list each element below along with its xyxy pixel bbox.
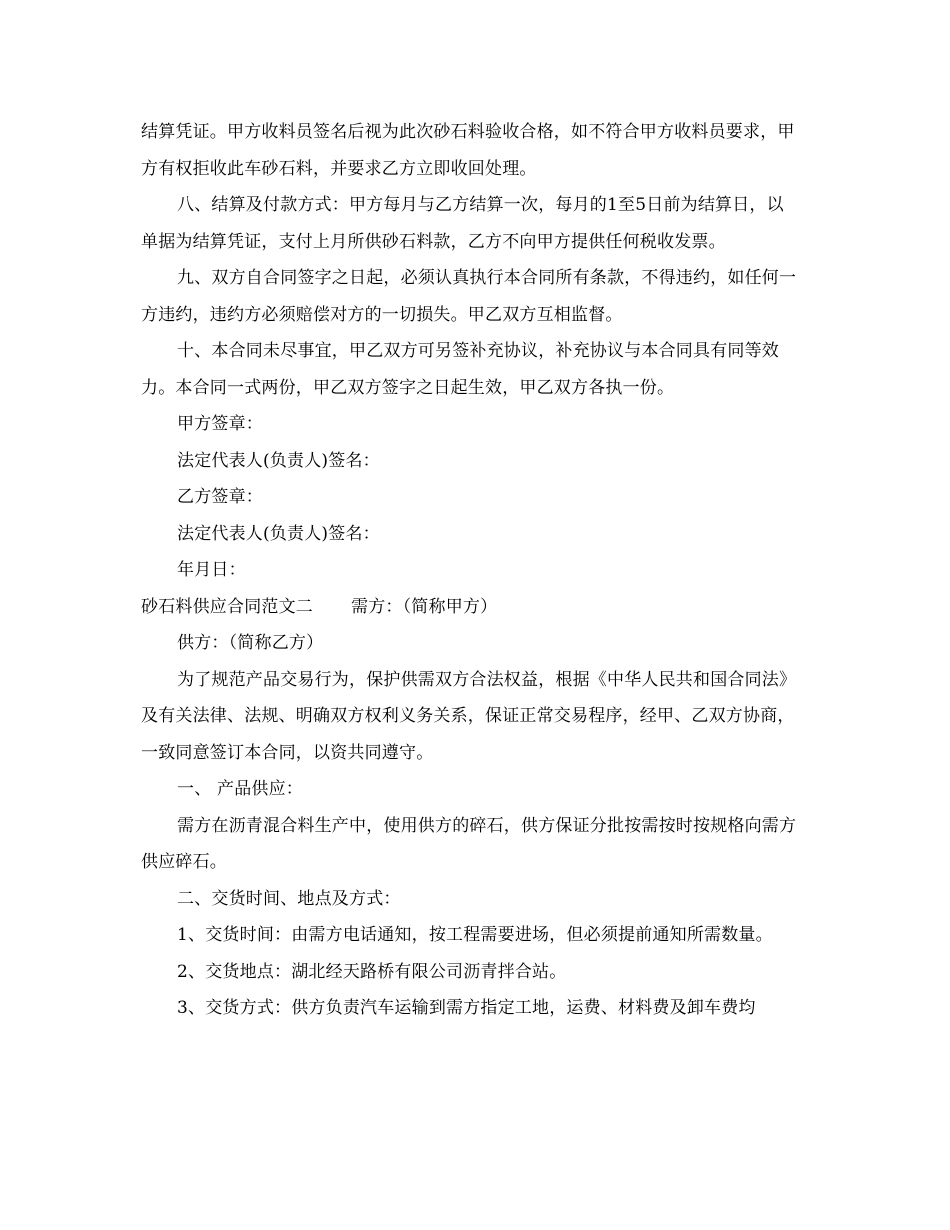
paragraph-clause-9: 九、双方自合同签字之日起，必须认真执行本合同所有条款，不得违约，如任何一方违约，违约方必须赔偿对方的一切损失。甲乙双方互相监督。	[141, 268, 797, 325]
demand-party-label: 需方：（简称甲方）	[351, 596, 498, 617]
party-a-seal-line: 甲方签章：	[177, 414, 263, 434]
paragraph-clause-10: 十、本合同未尽事宜，甲乙双方可另签补充协议，补充协议与本合同具有同等效力。本合同一式两份，甲乙双方签字之日起生效，甲乙双方各执一份。	[141, 341, 779, 398]
paragraph-delivery-location: 2、交货地点：湖北经天路桥有限公司沥青拌合站。	[177, 961, 567, 982]
date-line: 年月日：	[177, 560, 246, 580]
supply-party-label: 供方：（简称乙方）	[177, 633, 324, 653]
heading-delivery: 二、交货时间、地点及方式：	[177, 888, 401, 909]
party-b-seal-line: 乙方签章：	[177, 487, 263, 507]
section-title: 砂石料供应合同范文二	[141, 596, 313, 617]
party-a-representative-line: 法定代表人(负责人)签名：	[177, 450, 380, 471]
paragraph-delivery-method: 3、交货方式：供方负责汽车运输到需方指定工地，运费、材料费及卸车费均	[177, 998, 756, 1018]
paragraph-settlement-voucher: 结算凭证。甲方收料员签名后视为此次砂石料验收合格，如不符合甲方收料员要求，甲方有权拒收此车砂石料，并要求乙方立即收回处理。	[141, 122, 795, 179]
heading-product-supply: 一、 产品供应：	[177, 779, 304, 799]
paragraph-preamble: 为了规范产品交易行为，保护供需双方合法权益，根据《中华人民共和国合同法》及有关法律、法规、明确双方权利义务关系，保证正常交易程序，经甲、乙双方协商，一致同意签订本合同，以资共同遵守。	[141, 669, 797, 763]
paragraph-clause-8: 八、结算及付款方式：甲方每月与乙方结算一次，每月的1至5日前为结算日，以单据为结算凭证，支付上月所供砂石料款，乙方不向甲方提供任何税收发票。	[141, 195, 784, 252]
document-body	[141, 114, 801, 1027]
party-b-representative-line: 法定代表人(负责人)签名：	[177, 523, 380, 544]
section-title-row	[141, 589, 801, 626]
paragraph-delivery-time: 1、交货时间：由需方电话通知，按工程需要进场，但必须提前通知所需数量。	[177, 925, 773, 945]
paragraph-product-supply: 需方在沥青混合料生产中，使用供方的碎石，供方保证分批按需按时按规格向需方供应碎石。	[141, 815, 797, 872]
